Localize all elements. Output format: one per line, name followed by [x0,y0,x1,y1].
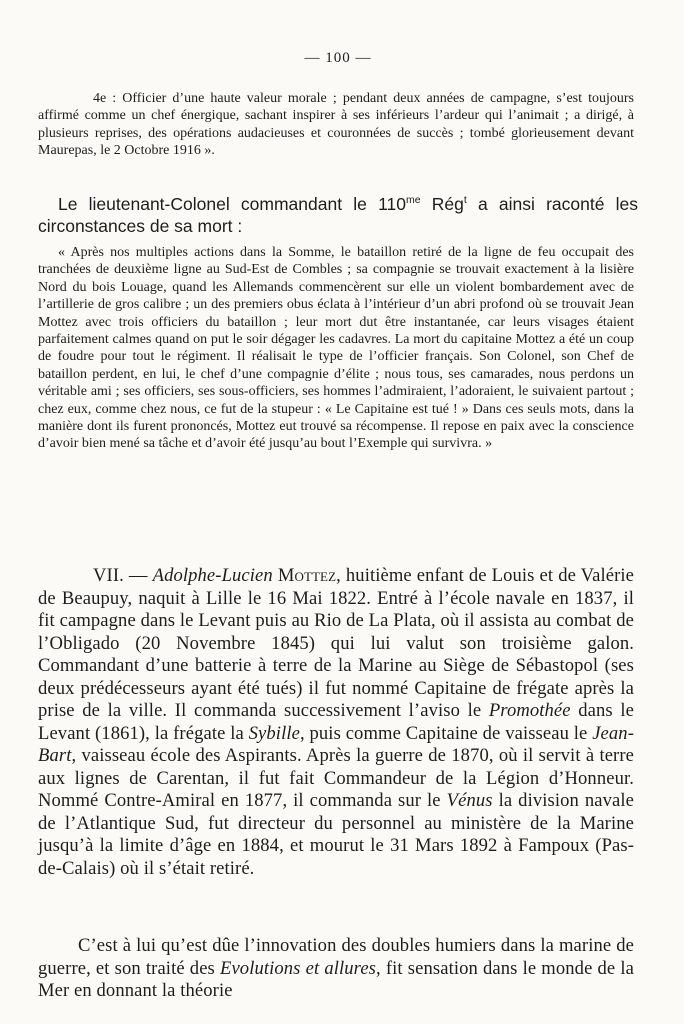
intro-paragraph [38,193,638,237]
section-text-1: , huitième enfant de Louis et de Valérie de Beaupuy, naquit à Lille le 16 Mai 1822. Entré à l’école navale en 1837, il fit campagne dans le Levant puis au Rio de La Plata, où il assista au combat de l’Obligado (20 Novembre 1845) qui lui valut son troisième galon. Commandant d’une batterie à terre de la Marine au Siège de Sébastopol (ses deux prédécesseurs ayant été tués) il fut nommé Capitaine de frégate après la prise de la ville. Il commanda successivement l’aviso le [38,565,634,721]
treatise-title: Evolutions et allures [219,957,377,979]
ship-name-4: Vénus [446,790,493,811]
intro-text-middle: Rég [420,194,464,214]
section-text-3: , puis comme Capitaine de vaisseau le [299,722,593,744]
section-text-4: , vaisseau école des Aspirants. Après la guerre de 1870, où il servit à terre aux lignes de Carentan, il fut fait Commandeur de la Légion d’Honneur. Nommé Contre-Amiral en 1877, il commanda sur le [38,745,634,811]
intro-text-end: a ainsi raconté les circonstances de sa mort : [38,194,638,236]
closing-text-2: , fit sensation dans le monde de la Mer en donnant la théorie [38,957,634,1001]
ship-name-1: Promothée [488,700,571,721]
citation-end-paragraph: 4e : Officier d’une haute valeur morale ; pendant deux années de campagne, s’est toujours affirmé comme un chef énergique, sachant inspirer à ses inférieurs l’ardeur qui l’animait ; a dirigé, à plusieurs reprises, des opérations audacieuses et couronnées de succès ; tombé glorieusement devant Maurepas, le 2 Octobre 1916 ». [38,91,634,159]
closing-paragraph [38,935,634,1003]
intro-text-start: Le lieutenant-Colonel commandant le 110 [58,194,406,214]
ship-name-3: Jean-Bart [38,722,634,766]
intro-superscript-1: me [405,194,421,207]
section-text-5: la division navale de l’Atlantique Sud, fut directeur du personnel au ministère de la Marine jusqu’à la limite d’âge en 1884, et mourut le 31 Mars 1892 à Fampoux (Pas-de-Calais) où il s’était retiré. [38,790,634,879]
section-numeral: VII. — [93,565,153,586]
section-text-2: dans le Levant (1861), la frégate la [38,700,634,744]
surname: Mottez [277,565,337,586]
closing-text-1: C’est à lui qu’est dûe l’innovation des doubles humiers dans la marine de guerre, et son traité des [38,935,634,979]
intro-superscript-2: t [463,194,467,207]
ship-name-2: Sybille [248,722,300,744]
quote-paragraph: « Après nos multiples actions dans la Somme, le bataillon retiré de la ligne de feu occupait des tranchées de deuxième ligne au Sud-Est de Combles ; sa compagnie se trouvait exactement à la lisière Nord du bois Louage, quand les Allemands commencèrent sur elle un violent bombardement avec de l’artillerie de gros calibre ; un des premiers obus éclata à l’intérieur d’un abri profond où se trouvait Jean Mottez avec trois officiers du bataillon ; leur mort dut être instantanée, car leurs visages étaient parfaitement calmes quand on put le soir dégager les cadavres. La mort du capitaine Mottez a été un coup de foudre pour tout le régiment. Il réalisait le type de l’officier français. Son Colonel, son Chef de bataillon perdent, en lui, le chef d’une compagnie d’élite ; nous tous, ses camarades, nous perdons un véritable ami ; ses officiers, ses sous-officiers, ses hommes l’admiraient, l’adoraient, le suivaient partout ; chez eux, comme chez nous, ce fut de la stupeur : « Le Capitaine est tué ! » Dans ces seuls mots, dans la manière dont ils furent prononcés, Mottez eut trouvé sa récompense. Il repose en paix avec la conscience d’avoir bien mené sa tâche et d’avoir été jusqu’au bout l’Exemple qui survivra. » [38,245,634,452]
page-number: — 100 — [304,50,372,66]
section-vii-paragraph [38,565,634,880]
given-names: Adolphe-Lucien [152,565,273,586]
